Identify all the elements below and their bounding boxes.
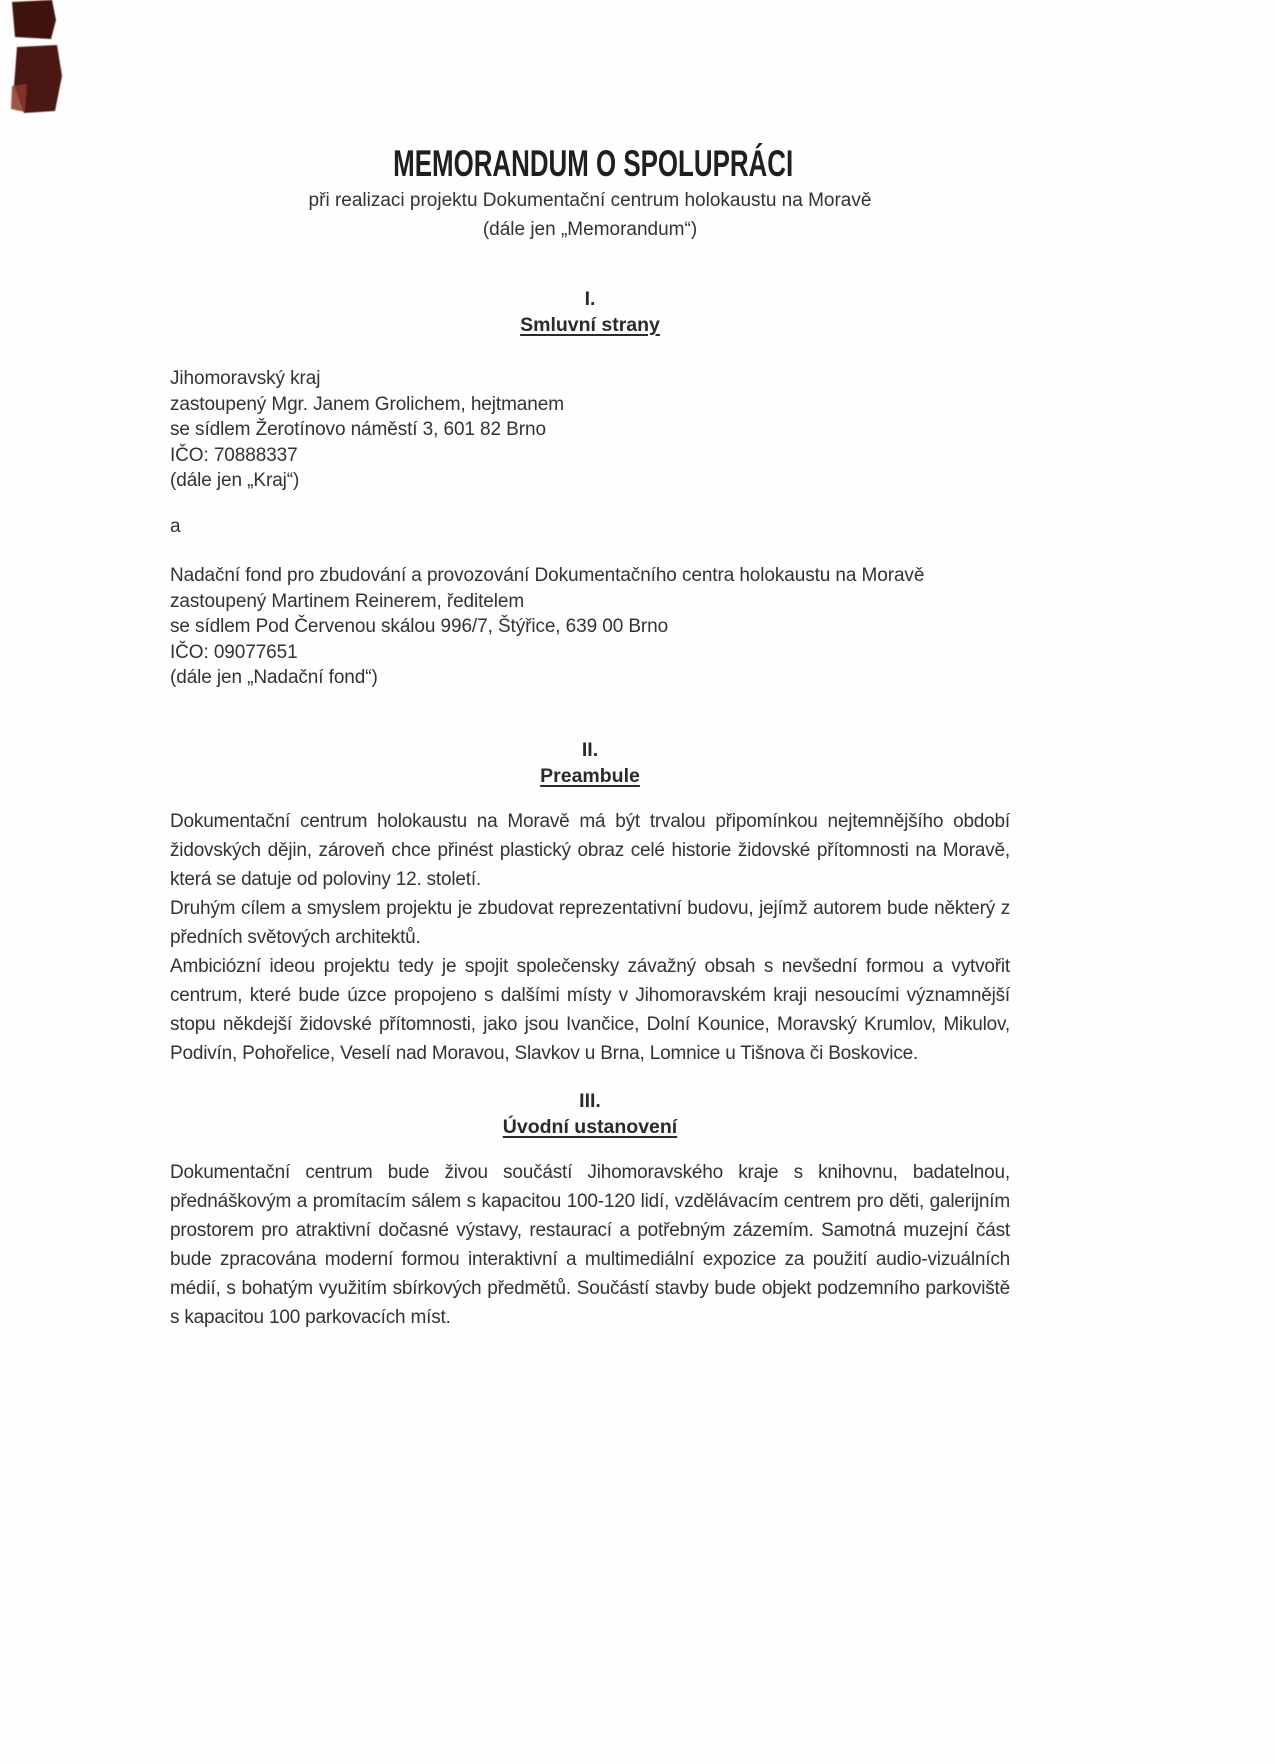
document-title bbox=[170, 144, 1010, 184]
document-title-text: MEMORANDUM O SPOLUPRÁCI bbox=[393, 143, 794, 184]
section-title-smluvni-strany: Smluvní strany bbox=[520, 314, 660, 336]
party-fond-representative: zastoupený Martinem Reinerem, ředitelem bbox=[170, 590, 525, 612]
section-title-preambule: Preambule bbox=[540, 764, 640, 787]
party-kraj-address: se sídlem Žerotínovo náměstí 3, 601 82 Brno bbox=[170, 419, 546, 440]
party-kraj-name: Jihomoravský kraj bbox=[170, 368, 321, 389]
preambule-paragraph-2: Druhým cílem a smyslem projektu je zbudovat reprezentativní budovu, jejímž autorem bude některý z předních světových architektů. bbox=[170, 897, 1010, 948]
section-title-uvodni-ustanoveni: Úvodní ustanovení bbox=[502, 1115, 678, 1138]
parties-conjunction bbox=[170, 514, 1010, 540]
uvodni-ustanoveni-body bbox=[170, 1158, 1010, 1332]
section-number-i: I. bbox=[584, 288, 596, 310]
title-block bbox=[170, 0, 1010, 242]
party-fond-ico: IČO: 09077651 bbox=[170, 641, 298, 663]
party-nadacni-fond-block bbox=[170, 563, 1010, 691]
conjunction-text: a bbox=[170, 515, 181, 537]
document-subtitle-line2: (dále jen „Memorandum“) bbox=[482, 219, 698, 240]
preambule-body bbox=[170, 807, 1010, 1068]
party-fond-name: Nadační fond pro zbudování a provozování Dokumentačního centra holokaustu na Moravě bbox=[170, 565, 925, 586]
party-fond-alias: (dále jen „Nadační fond“) bbox=[170, 667, 378, 688]
section-heading-smluvni-strany bbox=[170, 286, 1010, 338]
uvodni-ustanoveni-paragraph-1: Dokumentační centrum bude živou součástí Jihomoravského kraje s knihovnu, badatelnou, přednáškovým a promítacím sálem s kapacitou 100-120 lidí, vzdělávacím centrem pro děti, galerijním prostorem pro atraktivní dočasné výstavy, restaurací a potřebným zázemím. Samotná muzejní část bude zpracována moderní formou interaktivní a multimediální expozice za použití audio-vizuálních médií, s bohatým využitím sbírkových předmětů. Součástí stavby bude objekt podzemního parkoviště s kapacitou 100 parkovacích míst. bbox=[170, 1161, 1010, 1328]
document-subtitle-line1: při realizaci projektu Dokumentační centrum holokaustu na Moravě bbox=[308, 190, 872, 211]
preambule-paragraph-1: Dokumentační centrum holokaustu na Moravě má být trvalou připomínkou nejtemnějšího období židovských dějin, zároveň chce přinést plastický obraz celé historie židovské přítomnosti na Moravě, která se datuje od poloviny 12. století. bbox=[170, 810, 1010, 890]
section-heading-uvodni-ustanoveni bbox=[170, 1088, 1010, 1140]
party-fond-address: se sídlem Pod Červenou skálou 996/7, Štýřice, 639 00 Brno bbox=[170, 616, 669, 637]
party-kraj-representative: zastoupený Mgr. Janem Grolichem, hejtmanem bbox=[170, 393, 564, 415]
party-kraj-ico: IČO: 70888337 bbox=[170, 444, 298, 466]
section-heading-preambule bbox=[170, 737, 1010, 789]
party-kraj-alias: (dále jen „Kraj“) bbox=[170, 470, 300, 491]
party-kraj-block bbox=[170, 366, 1010, 494]
section-number-ii: II. bbox=[581, 738, 599, 761]
section-number-iii: III. bbox=[579, 1089, 601, 1112]
preambule-paragraph-3: Ambiciózní ideou projektu tedy je spojit společensky závažný obsah s nevšední formou a vytvořit centrum, které bude úzce propojeno s dalšími místy v Jihomoravském kraji nesoucími významnější stopu někdejší židovské přítomnosti, jako jsou Ivančice, Dolní Kounice, Moravský Krumlov, Mikulov, Podivín, Pohořelice, Veselí nad Moravou, Slavkov u Brna, Lomnice u Tišnova či Boskovice. bbox=[170, 955, 1010, 1064]
